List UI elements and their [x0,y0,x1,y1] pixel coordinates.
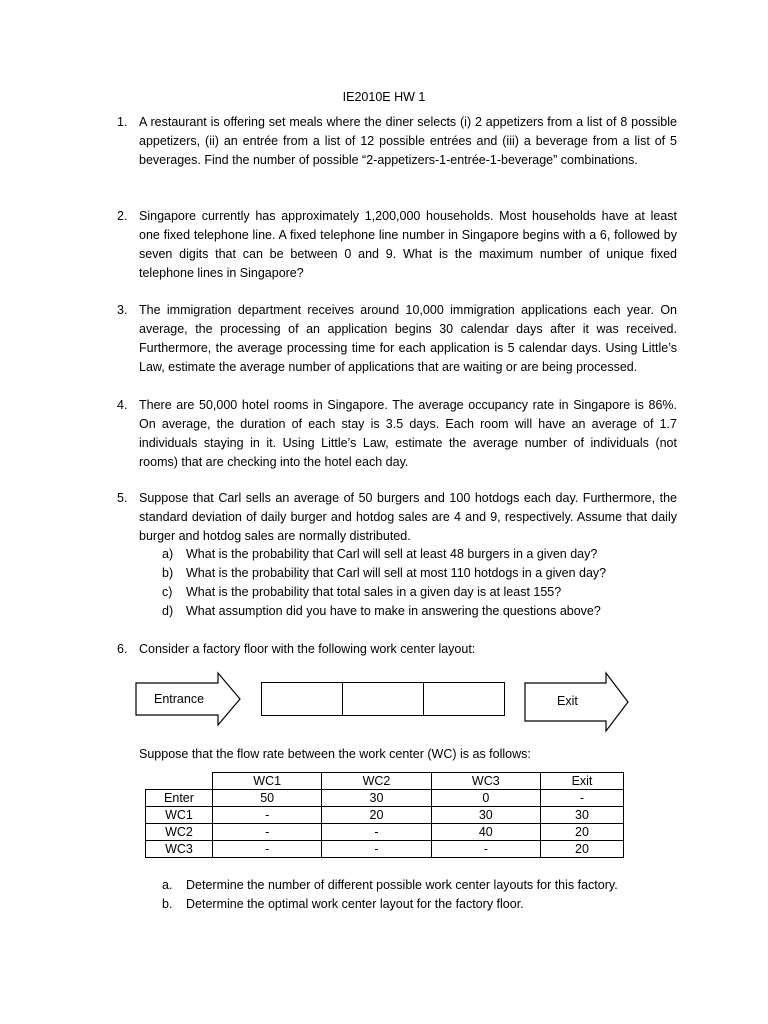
sub-label: c) [162,585,173,599]
table-row [146,790,624,807]
table-cell: - [322,824,431,841]
page-title: IE2010E HW 1 [342,90,426,104]
sub-label: b. [162,897,173,911]
table-cell: 20 [322,807,431,824]
question-number: 2. [117,209,128,223]
question-text: There are 50,000 hotel rooms in Singapore. The average occupancy rate in Singapore is 86%. On average, the duration of each stay is 3.5 days. Each room will have an average of 1.7 individuals staying in it. Using Little’s Law, estimate the average number of individuals (not rooms) that are checking into the hotel each day. [139,398,677,469]
table-cell: - [213,824,322,841]
sub-text: What is the probability that Carl will sell at least 48 burgers in a given day? [186,547,598,561]
sub-text: What is the probability that Carl will sell at most 110 hotdogs in a given day? [186,566,607,580]
question-number: 4. [117,398,128,412]
table-cell: 50 [213,790,322,807]
table-cell: 30 [431,807,540,824]
question-number: 6. [117,642,128,656]
table-cell: 20 [540,841,623,858]
column-header: WC3 [431,773,540,790]
question-text: Suppose that Carl sells an average of 50 burgers and 100 hotdogs each day. Furthermore, the standard deviation of daily burger and hotdog sales are 4 and 9, respectively. Assume that daily burger and hotdog sales are normally distributed. [139,491,677,543]
table-cell: 30 [540,807,623,824]
q6-sub-b [162,895,682,914]
question-text: Consider a factory floor with the following work center layout: [139,642,476,656]
table-cell: - [322,841,431,858]
table-row [146,824,624,841]
work-center-slot [343,683,424,715]
sub-text: What is the probability that total sales in a given day is at least 155? [186,585,562,599]
table-corner [146,773,213,790]
sub-text: What assumption did you have to make in answering the questions above? [186,604,601,618]
row-header: WC1 [146,807,213,824]
table-cell: 40 [431,824,540,841]
sub-label: a) [162,547,174,561]
flow-intro-text: Suppose that the flow rate between the work center (WC) is as follows: [139,747,531,761]
table-cell: 30 [322,790,431,807]
table-cell: - [431,841,540,858]
question-number: 3. [117,303,128,317]
sub-text: Determine the optimal work center layout for the factory floor. [186,897,524,911]
table-cell: 0 [431,790,540,807]
column-header: WC2 [322,773,431,790]
table-row [146,807,624,824]
column-header: WC1 [213,773,322,790]
question-number: 5. [117,491,128,505]
question-text: The immigration department receives around 10,000 immigration applications each year. On average, the processing of an application begins 30 calendar days after it was received. Furthermore, the average processing time for each application is 5 calendar days. Using Little’s Law, estimate the average number of applications that are waiting or are being processed. [139,303,677,374]
row-header: WC2 [146,824,213,841]
entrance-label: Entrance [154,692,205,706]
sub-label: b) [162,566,174,580]
flow-intro [139,745,699,764]
question-text: Singapore currently has approximately 1,200,000 households. Most households have at least one fixed telephone line. A fixed telephone line number in Singapore begins with a 6, followed by seven digits that can be between 0 and 9. What is the maximum number of unique fixed telephone lines in Singapore? [139,209,677,280]
work-center-slot [424,683,504,715]
row-header: Enter [146,790,213,807]
table-cell: - [540,790,623,807]
flow-table [145,772,624,858]
table-header-row [146,773,624,790]
table-cell: - [213,807,322,824]
question-text: A restaurant is offering set meals where the diner selects (i) 2 appetizers from a list of 8 possible appetizers, (ii) an entrée from a list of 12 possible entrées and (iii) a beverage from a list of 5 beverages. Find the number of possible “2-appetizers-1-entrée-1-beverage” combinations. [139,115,677,167]
work-center-slot [262,683,343,715]
work-center-boxes [261,682,505,716]
column-header: Exit [540,773,623,790]
q6-sub-a [162,876,682,895]
sub-label: a. [162,878,173,892]
row-header: WC3 [146,841,213,858]
table-row [146,841,624,858]
sub-text: Determine the number of different possible work center layouts for this factory. [186,878,618,892]
sub-label: d) [162,604,174,618]
table-cell: 20 [540,824,623,841]
question-number: 1. [117,115,128,129]
table-cell: - [213,841,322,858]
exit-label: Exit [557,694,578,708]
